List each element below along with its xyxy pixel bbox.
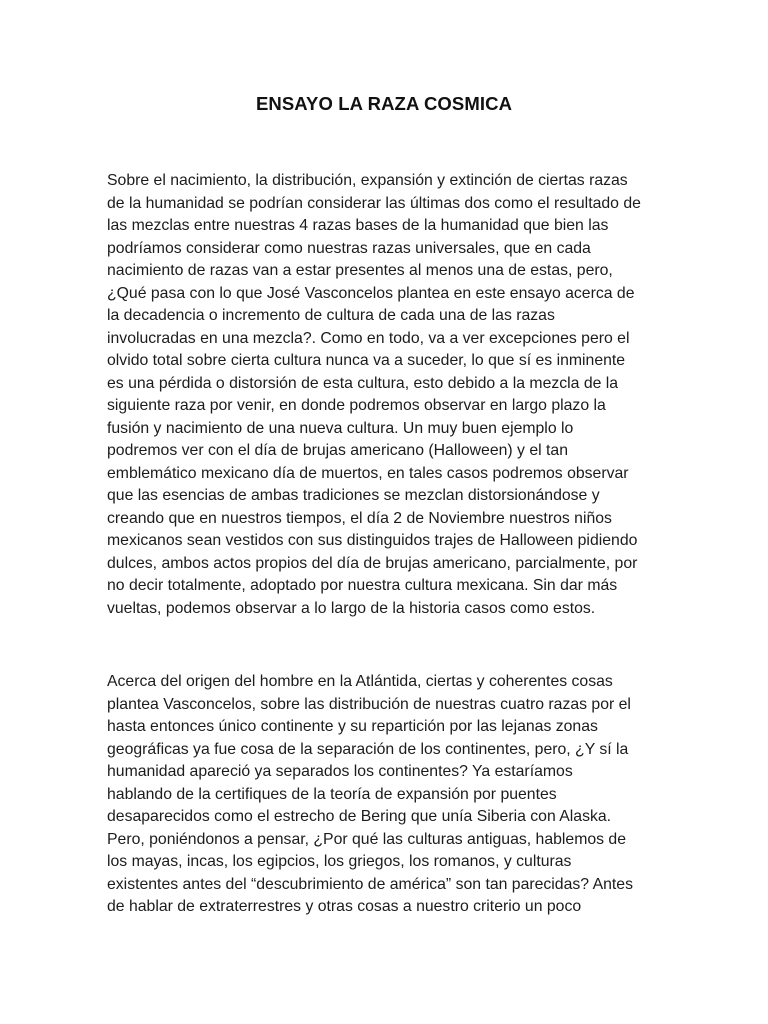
text-line: existentes antes del “descubrimiento de américa” son tan parecidas? Antes bbox=[107, 875, 633, 893]
text-line: geográficas ya fue cosa de la separación de los continentes, pero, ¿Y sí la bbox=[107, 740, 629, 758]
text-line: no decir totalmente, adoptado por nuestra cultura mexicana. Sin dar más bbox=[107, 577, 618, 594]
text-line: que las esencias de ambas tradiciones se mezclan distorsionándose y bbox=[107, 487, 600, 504]
text-line: creando que en nuestros tiempos, el día 2 de Noviembre nuestros niños bbox=[107, 509, 612, 527]
text-line: dulces, ambos actos propios del día de brujas americano, parcialmente, por bbox=[107, 554, 638, 572]
text-line: las mezclas entre nuestras 4 razas bases de la humanidad que bien las bbox=[107, 217, 609, 234]
text-line: hablando de la certifiques de la teoría de expansión por puentes bbox=[107, 785, 557, 803]
text-line: podremos ver con el día de brujas americano (Halloween) y el tan bbox=[107, 442, 568, 459]
paragraph-1 bbox=[107, 170, 667, 620]
text-line: hasta entonces único continente y su repartición por las lejanas zonas bbox=[107, 718, 598, 735]
text-line: Acerca del origen del hombre en la Atlántida, ciertas y coherentes cosas bbox=[107, 673, 613, 690]
text-line: siguiente raza por venir, en donde podremos observar en largo plazo la bbox=[107, 397, 606, 414]
text-line: olvido total sobre cierta cultura nunca va a suceder, lo que sí es inminente bbox=[107, 352, 626, 369]
text-line: involucradas en una mezcla?. Como en todo, va a ver excepciones pero el bbox=[107, 329, 630, 347]
text-line: los mayas, incas, los egipcios, los griegos, los romanos, y culturas bbox=[107, 853, 572, 870]
text-line: de hablar de extraterrestres y otras cosas a nuestro criterio un poco bbox=[107, 898, 582, 915]
document-title: ENSAYO LA RAZA COSMICA bbox=[255, 93, 513, 114]
text-line: ¿Qué pasa con lo que José Vasconcelos plantea en este ensayo acerca de bbox=[107, 284, 635, 302]
text-line: plantea Vasconcelos, sobre las distribución de nuestras cuatro razas por el bbox=[107, 695, 631, 713]
text-line: es una pérdida o distorsión de esta cultura, esto debido a la mezcla de la bbox=[107, 374, 619, 392]
text-line: humanidad apareció ya separados los continentes? Ya estaríamos bbox=[107, 763, 573, 780]
text-line: mexicanos sean vestidos con sus distinguidos trajes de Halloween pidiendo bbox=[107, 532, 638, 549]
text-line: Pero, poniéndonos a pensar, ¿Por qué las culturas antiguas, hablemos de bbox=[107, 830, 626, 848]
text-line: Sobre el nacimiento, la distribución, expansión y extinción de ciertas razas bbox=[107, 172, 628, 189]
text-line: de la humanidad se podrían considerar las últimas dos como el resultado de bbox=[107, 194, 641, 212]
text-line: fusión y nacimiento de una nueva cultura. Un muy buen ejemplo lo bbox=[107, 419, 574, 437]
paragraph-2 bbox=[107, 671, 667, 919]
text-line: nacimiento de razas van a estar presentes al menos una de estas, pero, bbox=[107, 262, 613, 279]
text-line: vueltas, podemos observar a lo largo de la historia casos como estos. bbox=[107, 599, 596, 617]
text-line: emblemático mexicano día de muertos, en tales casos podremos observar bbox=[107, 464, 629, 482]
text-line: la decadencia o incremento de cultura de cada una de las razas bbox=[107, 307, 555, 324]
text-line: desaparecidos como el estrecho de Bering que unía Siberia con Alaska. bbox=[107, 808, 612, 825]
text-line: podríamos considerar como nuestras razas universales, que en cada bbox=[107, 239, 591, 257]
